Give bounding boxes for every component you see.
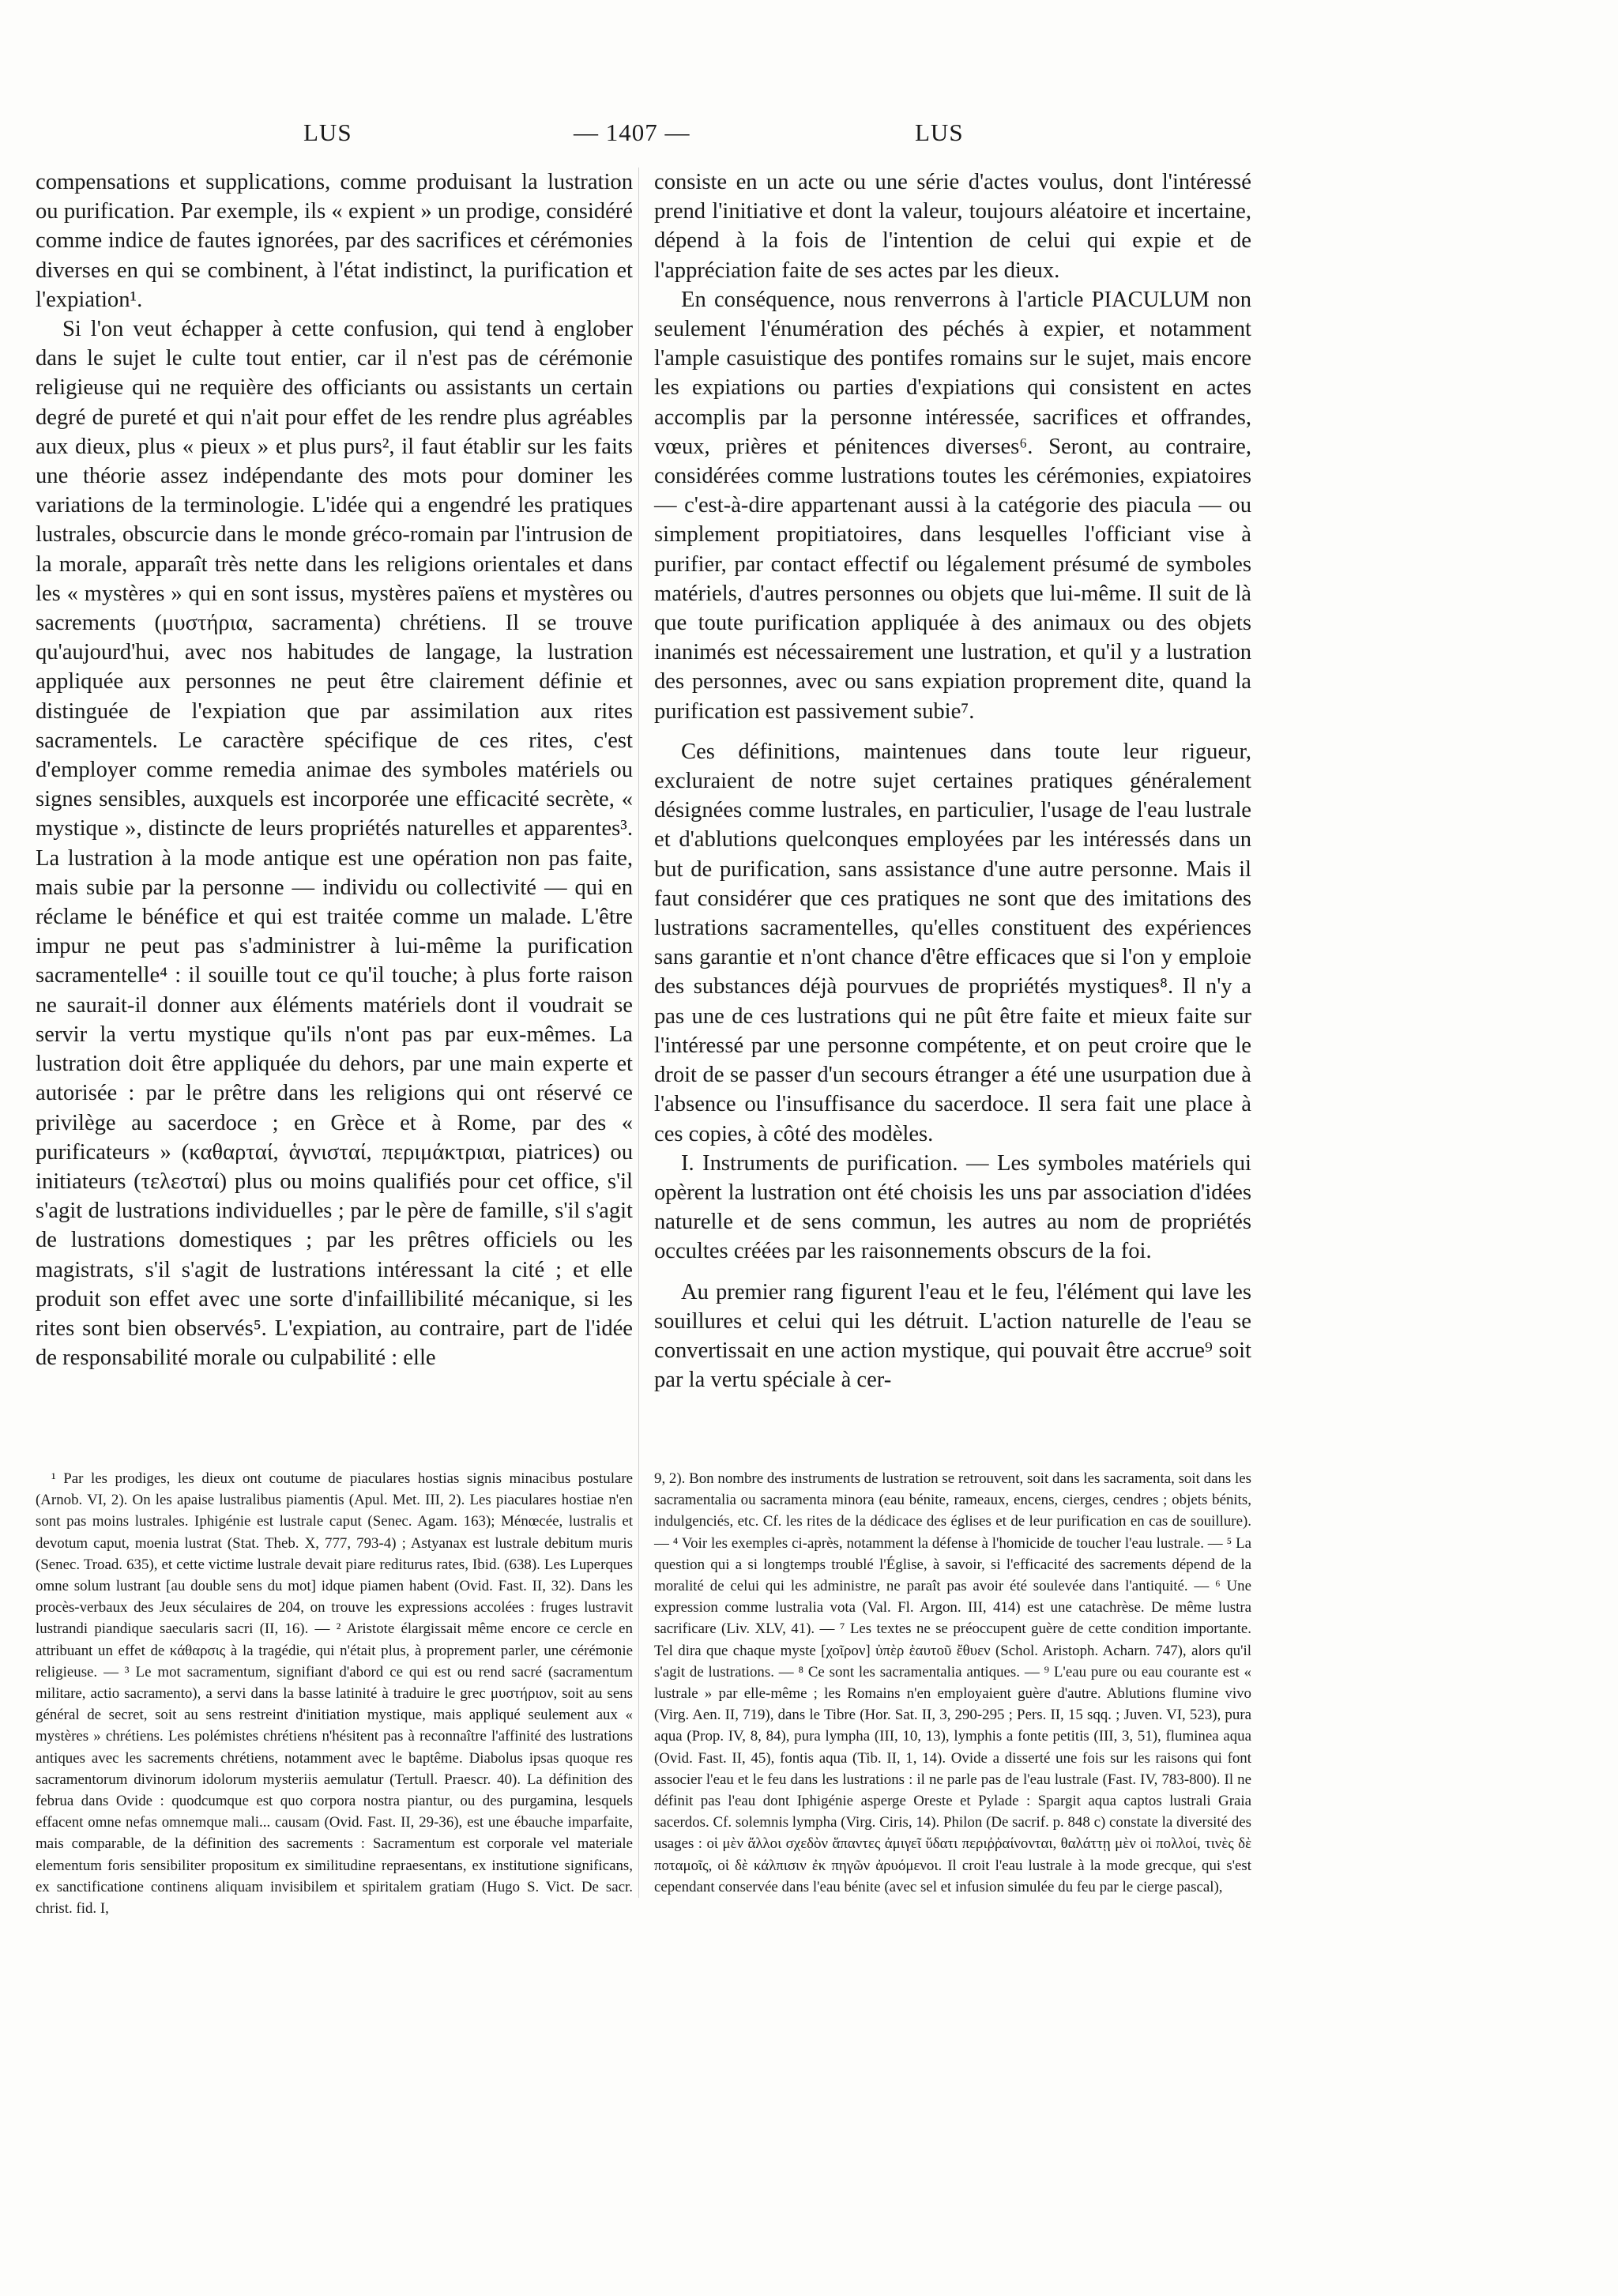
- paragraph: Ces définitions, maintenues dans toute leur rigueur, excluraient de notre sujet certaines pratiques généralement désignées comme lustrales, en particulier, l'usage de l'eau lustrale et d'ablutions quelconques employées par les intéressés dans un but de purification, sans assistance d'une autre personne. Mais il faut considérer que ces pratiques ne sont que des imitations des lustrations sacramentelles, qu'elles constituent des expériences sans garantie et n'ont chance d'être efficaces que si l'on y emploie des substances déjà pourvues de propriétés mystiques⁸. Il n'y a pas une de ces lustrations qui ne pût être faite et mieux faite sur l'intéressé par une personne compétente, et on peut croire que le droit de se passer d'un secours étranger a été une usurpation due à l'absence ou l'insuffisance du sacerdoce. Il sera fait une place à ces copies, à côté des modèles.: [654, 739, 1251, 1146]
- page-number: — 1407 —: [574, 119, 690, 146]
- paragraph: compensations et supplications, comme produisant la lustration ou purification. Par exemple, ils « expient » un prodige, considéré comme indice de fautes ignorées, par des sacrifices et cérémonies diverses en qui se combinent, à l'état indistinct, la purification et l'expiation¹.: [36, 170, 633, 312]
- footnotes-left: [36, 1468, 633, 1919]
- section-paragraph: I. Instruments de purification. — Les symboles matériels qui opèrent la lustration ont été choisis les uns par association d'idées naturelle et de sens commun, les autres au nom de propriétés occultes créées par les raisonnements obscurs de la foi.: [654, 1150, 1251, 1264]
- column-divider: [638, 167, 639, 1898]
- right-column: [654, 167, 1251, 1395]
- running-head-left: LUS: [303, 119, 352, 146]
- paragraph: En conséquence, nous renverrons à l'article PIACULUM non seulement l'énumération des péchés à expier, et notamment l'ample casuistique des pontifes romains sur le sujet, mais encore les expiations ou parties d'expiations qui consistent en actes accomplis par la personne intéressée, sacrifices et offrandes, vœux, prières et pénitences diverses⁶. Seront, au contraire, considérées comme lustrations toutes les cérémonies, expiatoires — c'est-à-dire appartenant aussi à la catégorie des piacula — ou simplement propitiatoires, dans lesquelles l'officiant vise à purifier, par contact effectif ou légalement présumé de symboles matériels, d'autres personnes ou objets que lui-même. Il suit de là que toute purification appliquée à des animaux ou des objets inanimés est nécessairement une lustration, et qu'il y a lustration des personnes, avec ou sans expiation proprement dite, quand la purification est passivement subie⁷.: [654, 287, 1251, 724]
- left-column: [36, 167, 633, 1372]
- paragraph: Si l'on veut échapper à cette confusion, qui tend à englober dans le sujet le culte tout entier, car il n'est pas de cérémonie religieuse qui ne requière des officiants ou assistants un certain degré de pureté et qui n'ait pour effet de les rendre plus agréables aux dieux, plus « pieux » et plus purs², il faut établir sur les faits une théorie assez indépendante des mots pour dominer les variations de la terminologie. L'idée qui a engendré les pratiques lustrales, obscurcie dans le monde gréco-romain par l'intrusion de la morale, apparaît très nette dans les religions orientales et dans les « mystères » qui en sont issus, mystères païens et mystères ou sacrements (μυστήρια, sacramenta) chrétiens. Il se trouve qu'aujourd'hui, avec nos habitudes de langage, la lustration appliquée aux personnes ne peut être clairement définie et distinguée de l'expiation que par assimilation aux rites sacramentels. Le caractère spécifique de ces rites, c'est d'employer comme remedia animae des symboles matériels ou signes sensibles, auxquels est incorporée une efficacité secrète, « mystique », distincte de leurs propriétés naturelles et apparentes³. La lustration à la mode antique est une opération non pas faite, mais subie par la personne — individu ou collectivité — qui en réclame le bénéfice et qui est traitée comme un malade. L'être impur ne peut pas s'administrer à lui-même la purification sacramentelle⁴ : il souille tout ce qu'il touche; à plus forte raison ne saurait-il donner aux éléments matériels dont il voudrait se servir la vertu mystique qu'ils n'ont pas par eux-mêmes. La lustration doit être appliquée du dehors, par une main experte et autorisée : par le prêtre dans les religions qui ont réservé ce privilège au sacerdoce ; en Grèce et à Rome, par des « purificateurs » (καθαρταί, ἁγνισταί, περιμάκτριαι, piatrices) ou initiateurs (τελεσταί) plus ou moins qualifiés pour cet office, s'il s'agit de lustrations individuelles ; par le père de famille, s'il s'agit de lustrations domestiques ; par les prêtres officiels ou les magistrats, s'il s'agit de lustrations intéressant la cité ; et elle produit son effet avec une sorte d'infaillibilité mécanique, si les rites sont bien observés⁵. L'expiation, au contraire, part de l'idée de responsabilité morale ou culpabilité : elle: [36, 317, 633, 1371]
- running-head-right: LUS: [915, 119, 964, 146]
- footnote-block: 9, 2). Bon nombre des instruments de lustration se retrouvent, soit dans les sacramenta, soit dans les sacramentalia ou sacramenta minora (eau bénite, rameaux, encens, cierges, cendres ; objets bénits, indulgenciés, etc. Cf. les rites de la dédicace des églises et de leur purification en cas de souillure). — ⁴ Voir les exemples ci-après, notamment la défense à l'homicide de toucher l'eau lustrale. — ⁵ La question qui a si longtemps troublé l'Église, à savoir, si l'efficacité des sacrements dépend de la moralité de celui qui les administre, ne paraît pas avoir été soulevée dans l'antiquité. — ⁶ Une expression comme lustralia vota (Val. Fl. Argon. III, 414) est une catachrèse. De même lustra sacrificare (Liv. XLV, 41). — ⁷ Les textes ne se préoccupent guère de cette condition importante. Tel dira que chaque myste [χοῖρον] ὑπὲρ ἑαυτοῦ ἔθυεν (Schol. Aristoph. Acharn. 747), alors qu'il s'agit de lustrations. — ⁸ Ce sont les sacramentalia antiques. — ⁹ L'eau pure ou eau courante est « lustrale » par elle-même ; les Romains n'en employaient guère d'autre. Ablutions flumine vivo (Virg. Aen. II, 719), dans le Tibre (Hor. Sat. II, 3, 290-295 ; Pers. II, 15 sqq. ; Juven. VI, 523), pura aqua (Prop. IV, 8, 84), pura lympha (III, 10, 13), lymphis a fonte petitis (III, 3, 51), fluminea aqua (Ovid. Fast. II, 45), fontis aqua (Tib. II, 1, 14). Ovide a disserté une fois sur les raisons qui font associer l'eau et le feu dans les lustrations : il ne parle pas de l'eau lustrale (Fast. IV, 783-800). Il ne définit pas l'eau dont Iphigénie asperge Oreste et Pylade : Spargit aqua captos lustrali Graia sacerdos. Cf. solemnis lympha (Virg. Ciris, 14). Philon (De sacrif. p. 848 c) constate la diversité des usages : οἱ μὲν ἄλλοι σχεδὸν ἅπαντες ἀμιγεῖ ὕδατι περιῤῥαίνονται, θαλάττῃ μὲν οἱ πολλοί, τινὲς δὲ ποταμοῖς, οἱ δὲ κάλπισιν ἐκ πηγῶν ἀρυόμενοι. Il croit l'eau lustrale à la mode grecque, qui s'est cependant conservée dans l'eau bénite (avec sel et infusion simulée du feu par le cierge pascal),: [654, 1470, 1251, 1895]
- paragraph: Au premier rang figurent l'eau et le feu, l'élément qui lave les souillures et celui qui les détruit. L'action naturelle de l'eau se convertissait en une action mystique, qui pouvait être accrue⁹ soit par la vertu spéciale à cer-: [654, 1279, 1251, 1393]
- footnotes-right: [654, 1468, 1251, 1898]
- footnote-block: ¹ Par les prodiges, les dieux ont coutume de piaculares hostias signis minacibus postulare (Arnob. VI, 2). On les apaise lustralibus piamentis (Apul. Met. III, 2). Les piaculares hostiae n'en sont pas moins lustrales. Iphigénie est lustrale caput (Senec. Agam. 163); Ménœcée, lustralis et devotum caput, moenia lustrat (Stat. Theb. X, 777, 793-4) ; Astyanax est lustrale debitum muris (Senec. Troad. 635), et cette victime lustrale devait piare rediturus rates, Ibid. (638). Les Luperques omne solum lustrant [au double sens du mot] idque piamen habent (Ovid. Fast. II, 32). Dans les procès-verbaux des Jeux séculaires de 204, on trouve les expressions accolées : fruges lustravit lustrandi piandique saecularis sacri (II, 16). — ² Aristote élargissait même encore ce cercle en attribuant un effet de κάθαρσις à la tragédie, qui n'était plus, à proprement parler, une cérémonie religieuse. — ³ Le mot sacramentum, signifiant d'abord ce qui est ou rend sacré (sacramentum militare, actio sacramento), a servi dans la basse latinité à traduire le grec μυστήριον, soit au sens général de secret, soit au sens restreint d'initiation mystique, mais appliqué seulement aux « mystères » chrétiens. Les polémistes chrétiens n'hésitent pas à reconnaître l'affinité des lustrations antiques avec les sacrements chrétiens, notamment avec le baptême. Diabolus ipsas quoque res sacramentorum divinorum idolorum mysteriis aemulatur (Tertull. Praescr. 40). La définition des februa dans Ovide : quodcumque est quo corpora nostra piantur, ou des purgamina, lesquels effacent omne nefas omnemque mali... causam (Ovid. Fast. II, 29-36), est une ébauche imparfaite, mais comparable, de la définition des sacrements : Sacramentum est corporale vel materiale elementum foris sensibiliter propositum ex similitudine repraesentans, ex institutione significans, ex sanctificatione continens aliquam invisibilem et spiritalem gratiam (Hugo S. Vict. De sacr. christ. fid. I,: [36, 1470, 633, 1918]
- paragraph: consiste en un acte ou une série d'actes voulus, dont l'intéressé prend l'initiative et dont la valeur, toujours aléatoire et incertaine, dépend à la fois de l'intention de celui qui expie et de l'appréciation faite de ses actes par les dieux.: [654, 170, 1251, 283]
